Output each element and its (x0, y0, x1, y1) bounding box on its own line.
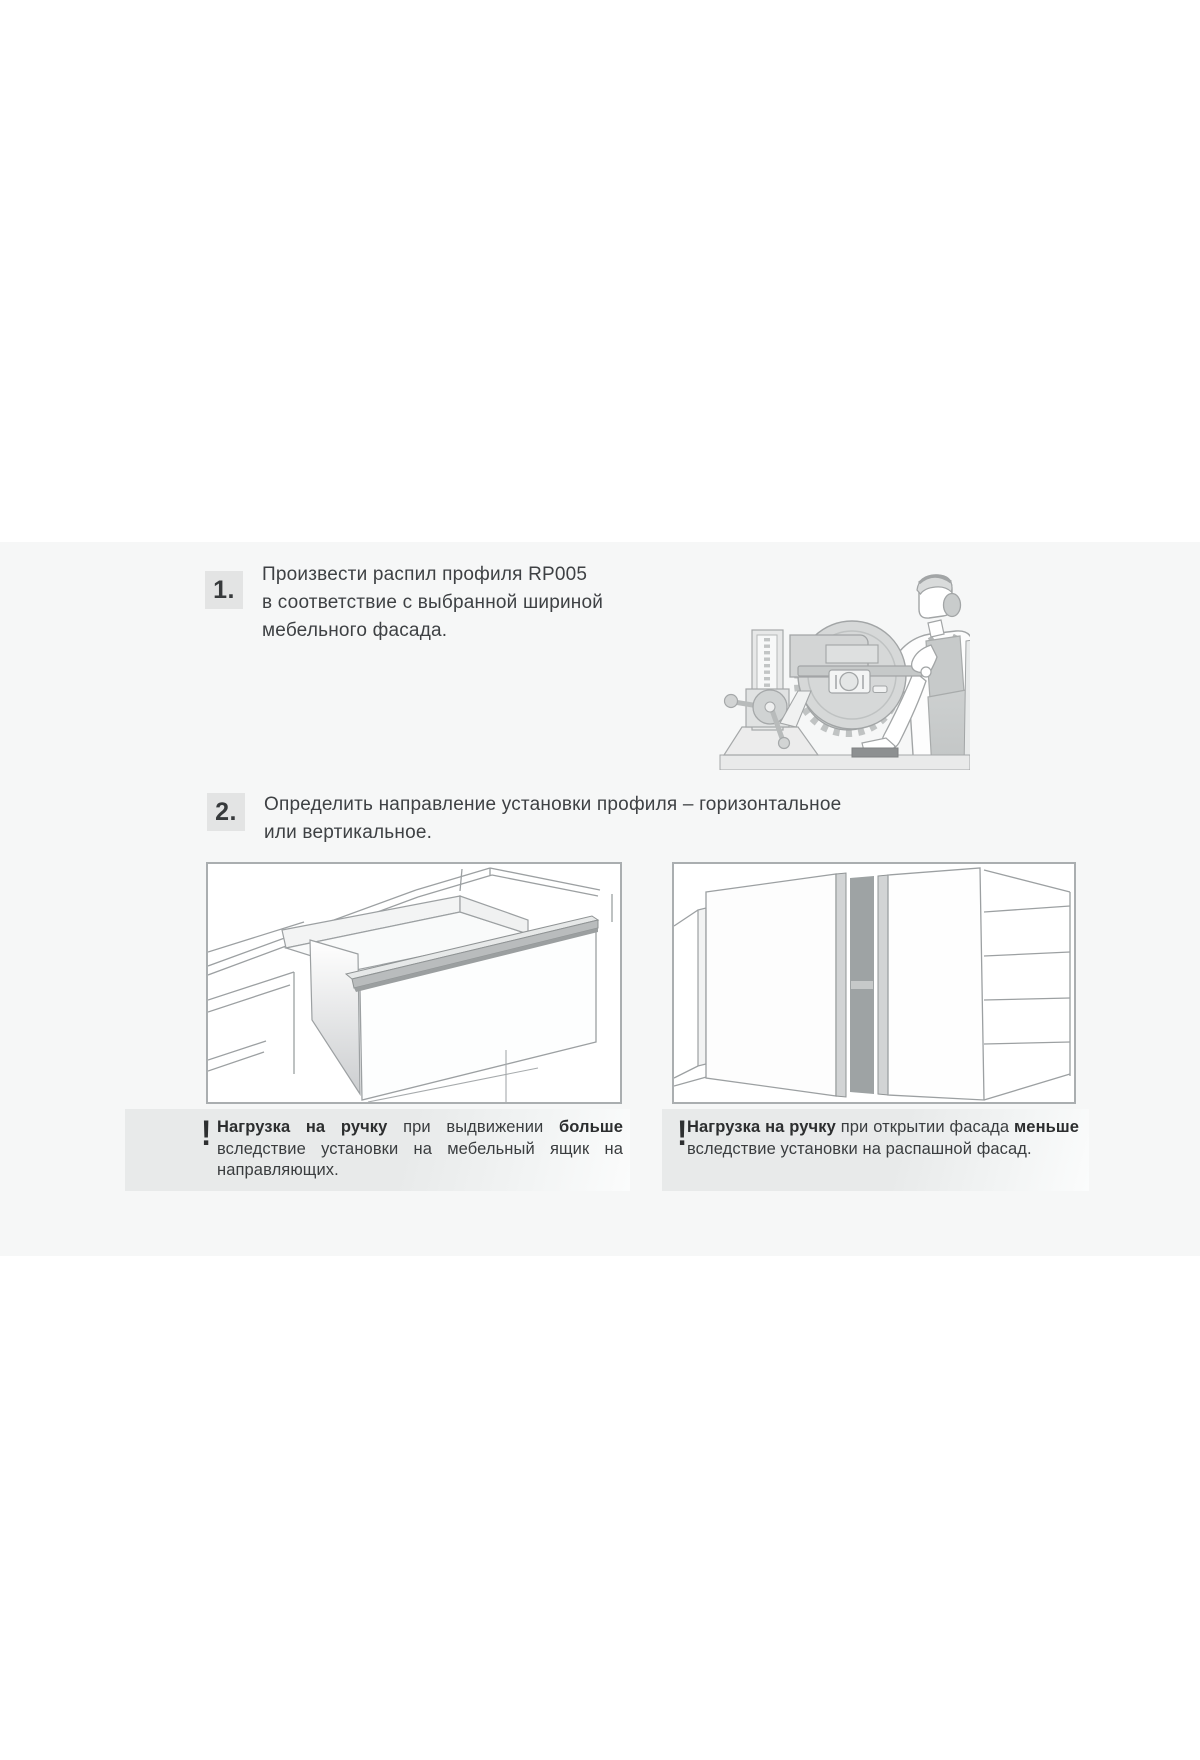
miter-saw-illustration (630, 545, 970, 770)
step-2-number: 2. (215, 797, 237, 826)
right-door-profile-handle (878, 875, 888, 1095)
note-drawer-load (125, 1109, 630, 1191)
step-2-badge (207, 793, 245, 831)
step-1-line-1: Произвести распил профиля RP005 (262, 564, 588, 585)
doors-panel (672, 862, 1076, 1104)
exclamation-icon: ! (677, 1112, 688, 1153)
profile-workpiece (852, 748, 898, 757)
left-door (706, 874, 836, 1096)
step-1-number: 1. (213, 575, 235, 604)
doors-drawing (674, 864, 1074, 1102)
inner-shelf-edge (851, 981, 873, 989)
right-door (888, 868, 984, 1100)
left-door-profile-handle (836, 873, 846, 1097)
step-2-text (264, 791, 841, 847)
open-drawer (282, 896, 598, 1100)
drawer-drawing (208, 864, 620, 1102)
left-wall-strip (698, 908, 706, 1066)
step-1-line-3: мебельного фасада. (262, 620, 448, 641)
miter-saw-drawing (630, 545, 970, 770)
step-2-line-1: Определить направление установки профиля – горизонтальное (264, 794, 842, 815)
exclamation-icon: ! (201, 1112, 212, 1153)
drawer-panel (206, 862, 622, 1104)
worktable (720, 755, 970, 770)
shelves (984, 870, 1070, 1100)
ear-protector-icon (944, 594, 961, 617)
note-door-load (662, 1109, 1089, 1191)
step-2-line-2: или вертикальное. (264, 822, 433, 843)
note-door-load-text: Нагрузка на ручку при открытии фасада меньше вследствие установки на распашной фасад. (687, 1118, 1080, 1158)
note-drawer-load-text: Нагрузка на ручку при выдвижении больше вследствие установки на мебельный ящик на направляющих. (217, 1118, 623, 1179)
step-1-badge (205, 571, 243, 609)
step-1-text (262, 561, 603, 645)
step-1-line-2: в соответствие с выбранной шириной (262, 592, 604, 613)
crank-knob (725, 695, 738, 708)
